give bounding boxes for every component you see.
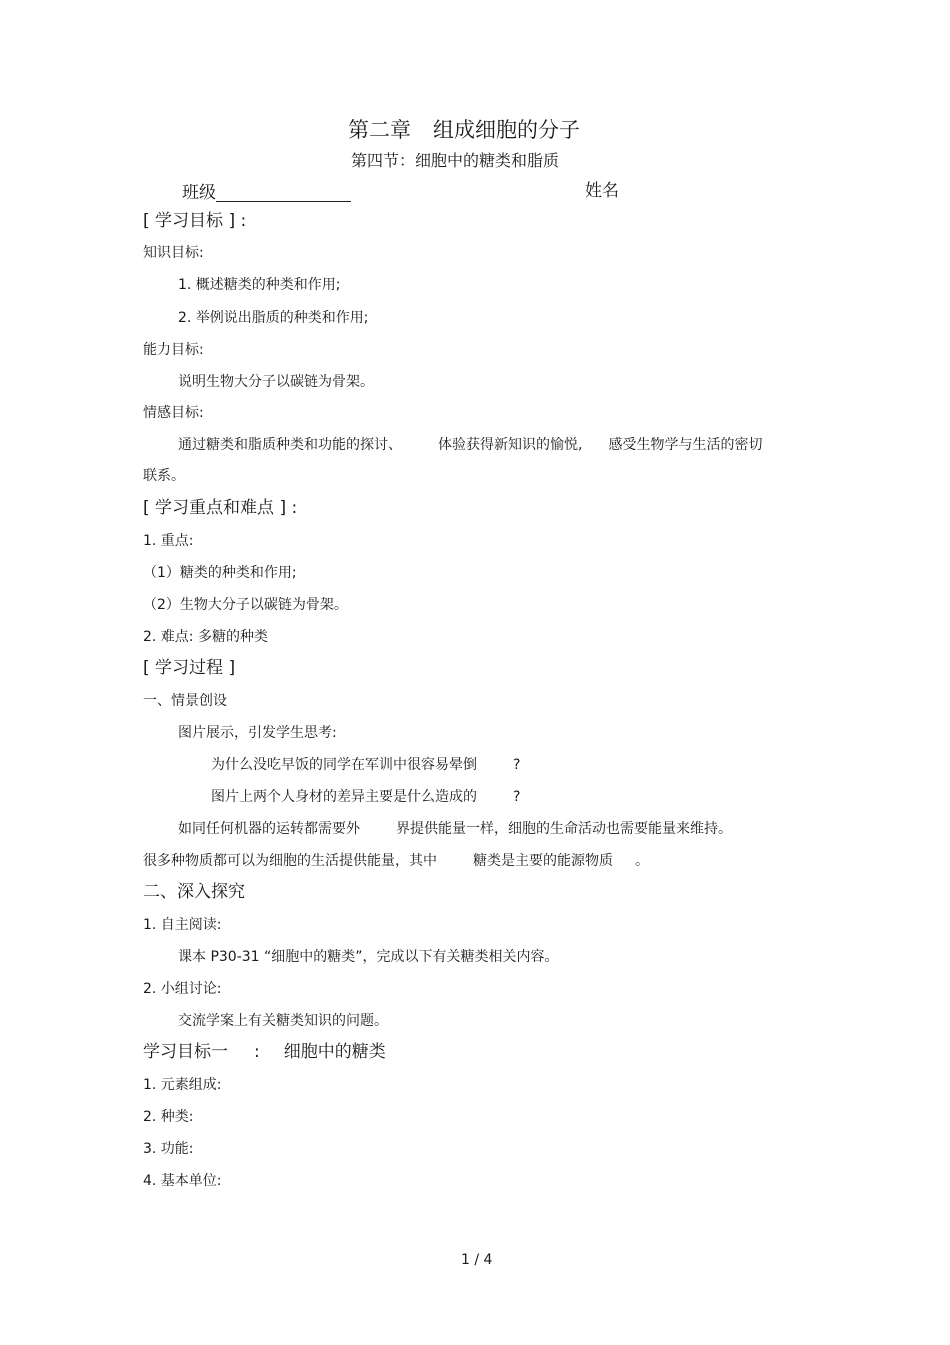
section-title: 第四节：细胞中的糖类和脂质 (351, 151, 560, 170)
goal-item-2: 2. 种类: (143, 1109, 194, 1125)
emotion-part-1: 通过糖类和脂质种类和功能的探讨、 (178, 437, 402, 453)
class-field (182, 183, 351, 202)
paragraph-2-part-3: 。 (635, 853, 649, 869)
difficulty-line: 2. 难点: 多糖的种类 (143, 629, 268, 645)
reading-text: 课本 P30-31 “细胞中的糖类”，完成以下有关糖类相关内容。 (178, 949, 559, 965)
chapter-number: 第二章 (348, 118, 411, 142)
name-label: 姓名 (585, 181, 619, 201)
goal-one-label: 学习目标一 (143, 1042, 228, 1062)
emotion-part-2: 体验获得新知识的愉悦, (438, 437, 583, 453)
key-item-2: （2）生物大分子以碳链为骨架。 (143, 597, 348, 613)
emotion-text (178, 438, 762, 452)
goal-item-1: 1. 元素组成: (143, 1077, 222, 1093)
ability-text: 说明生物大分子以碳链为骨架。 (178, 374, 374, 390)
chapter-name: 组成细胞的分子 (433, 118, 580, 142)
paragraph-2 (143, 854, 649, 868)
question-2-text: 图片上两个人身材的差异主要是什么造成的 (211, 789, 477, 805)
question-2-mark: ? (513, 789, 521, 805)
emotion-label: 情感目标: (143, 405, 204, 421)
discussion-label: 2. 小组讨论: (143, 981, 222, 997)
page-number: 1 / 4 (461, 1252, 493, 1268)
class-blank (216, 183, 351, 202)
goal-item-3: 3. 功能: (143, 1141, 194, 1157)
emotion-continuation: 联系。 (143, 468, 185, 484)
question-1-text: 为什么没吃早饭的同学在军训中很容易晕倒 (211, 757, 477, 773)
goal-one-title (143, 1044, 386, 1061)
part2-title: 二、深入探究 (143, 882, 245, 902)
objectives-heading: [ 学习目标 ] : (143, 211, 247, 231)
ability-label: 能力目标: (143, 342, 204, 358)
paragraph-1-part-1: 如同任何机器的运转都需要外 (178, 821, 360, 837)
goal-one-topic: 细胞中的糖类 (283, 1042, 386, 1062)
discussion-text: 交流学案上有关糖类知识的问题。 (178, 1013, 388, 1029)
paragraph-1 (178, 822, 732, 836)
knowledge-item-2: 2. 举例说出脂质的种类和作用; (178, 310, 369, 326)
paragraph-2-part-1: 很多种物质都可以为细胞的生活提供能量，其中 (143, 853, 437, 869)
part1-title: 一、情景创设 (143, 693, 227, 709)
question-2 (211, 790, 520, 804)
intro-text: 图片展示，引发学生思考: (178, 725, 337, 741)
class-label: 班级 (182, 183, 216, 203)
goal-item-4: 4. 基本单位: (143, 1173, 222, 1189)
emotion-part-3: 感受生物学与生活的密切 (608, 437, 763, 453)
goal-one-colon: : (254, 1042, 260, 1062)
paragraph-2-part-2: 糖类是主要的能源物质 (473, 853, 613, 869)
knowledge-label: 知识目标: (143, 245, 204, 261)
key-item-1: （1）糖类的种类和作用; (143, 565, 297, 581)
question-1-mark: ? (513, 757, 521, 773)
question-1 (211, 758, 520, 772)
reading-label: 1. 自主阅读: (143, 917, 222, 933)
keypoints-heading: [ 学习重点和难点 ] : (143, 498, 298, 518)
paragraph-1-part-2: 界提供能量一样，细胞的生命活动也需要能量来维持。 (396, 821, 732, 837)
knowledge-item-1: 1. 概述糖类的种类和作用; (178, 277, 341, 293)
process-heading: [ 学习过程 ] (143, 658, 236, 678)
chapter-title (348, 120, 580, 141)
key-label: 1. 重点: (143, 533, 194, 549)
